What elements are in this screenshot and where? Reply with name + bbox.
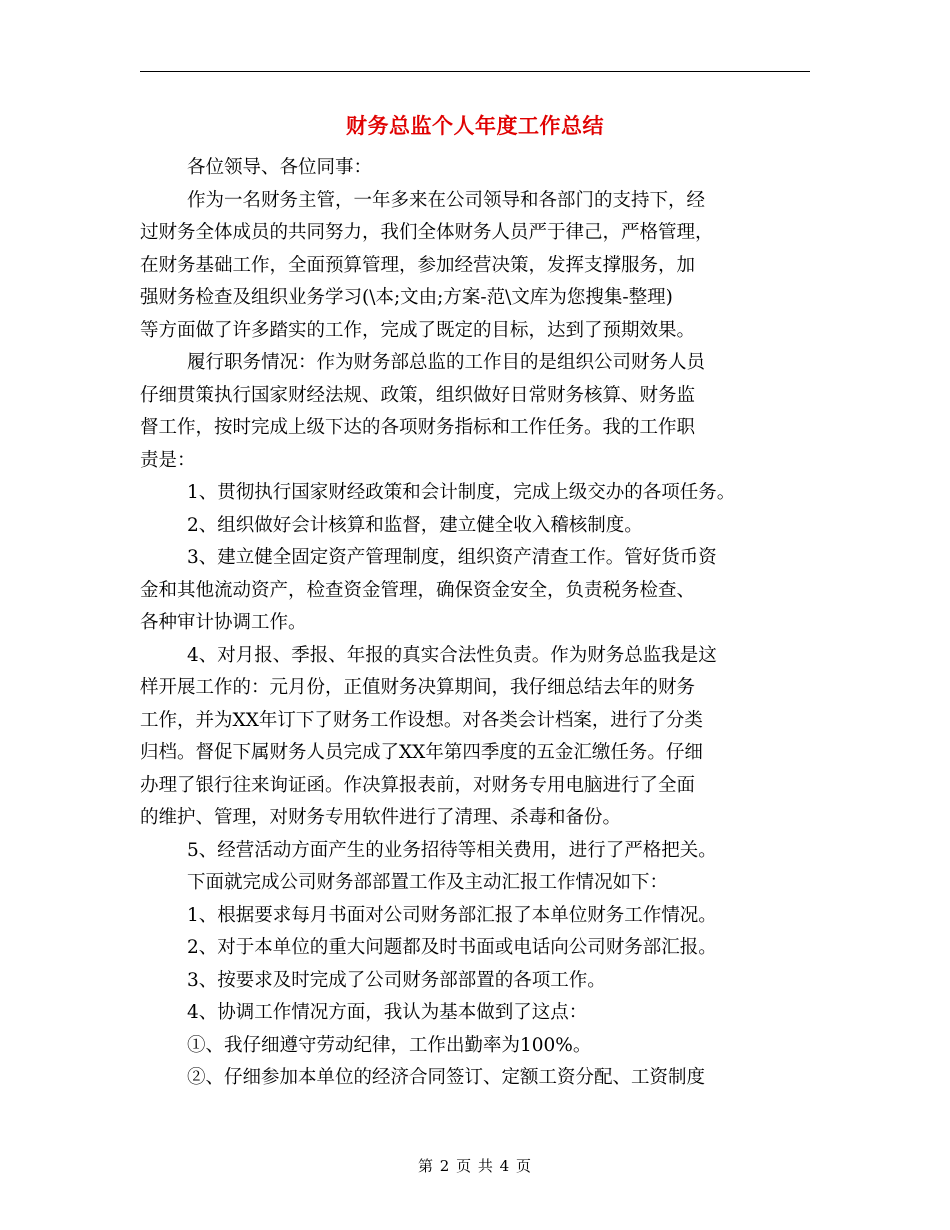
list-item-line: 5、经营活动方面产生的业务招待等相关费用，进行了严格把关。 xyxy=(187,839,717,861)
header-rule xyxy=(140,71,810,72)
paragraph-line: 履行职务情况：作为财务部总监的工作目的是组织公司财务人员 xyxy=(187,352,706,373)
paragraph-line: 责是： xyxy=(140,449,196,471)
paragraph-line: 归档。督促下属财务人员完成了XX年第四季度的五金汇缴任务。仔细 xyxy=(140,742,703,763)
paragraph-line: 强财务检查及组织业务学习(\本;文由;方案-范\文库为您搜集-整理) xyxy=(140,287,673,308)
list-item-line: 3、建立健全固定资产管理制度，组织资产清查工作。管好货币资 xyxy=(187,547,717,568)
paragraph-line: 工作，并为XX年订下了财务工作设想。对各类会计档案，进行了分类 xyxy=(140,709,703,731)
paragraph-line: 督工作，按时完成上级下达的各项财务指标和工作任务。我的工作职 xyxy=(140,417,696,438)
page-number: 第 2 页 共 4 页 xyxy=(418,1157,532,1175)
paragraph-line: 金和其他流动资产，检查资金管理，确保资金安全，负责税务检查、 xyxy=(140,579,696,601)
paragraph-line: 下面就完成公司财务部部置工作及主动汇报工作情况如下： xyxy=(187,872,669,893)
list-item-line: 3、按要求及时完成了公司财务部部置的各项工作。 xyxy=(187,969,606,991)
paragraph-line: 等方面做了许多踏实的工作，完成了既定的目标，达到了预期效果。 xyxy=(140,319,696,341)
paragraph-line: 各种审计协调工作。 xyxy=(140,612,307,633)
paragraph-line: 样开展工作的：元月份，正值财务决算期间，我仔细总结去年的财务 xyxy=(140,677,696,698)
list-item-line: 4、协调工作情况方面，我认为基本做到了这点： xyxy=(187,1002,588,1023)
paragraph-line: 作为一名财务主管，一年多来在公司领导和各部门的支持下，经 xyxy=(187,189,706,211)
list-item-line: 1、贯彻执行国家财经政策和会计制度，完成上级交办的各项任务。 xyxy=(187,482,736,503)
paragraph-line: 在财务基础工作，全面预算管理，参加经营决策，发挥支撑服务，加 xyxy=(140,254,696,276)
paragraph-line: 办理了银行往来询证函。作决算报表前，对财务专用电脑进行了全面 xyxy=(140,774,696,796)
list-item-line: ②、仔细参加本单位的经济合同签订、定额工资分配、工资制度 xyxy=(187,1067,706,1088)
paragraph-line: 各位领导、各位同事： xyxy=(187,157,373,178)
list-item-line: 1、根据要求每月书面对公司财务部汇报了本单位财务工作情况。 xyxy=(187,904,717,926)
paragraph-line: 的维护、管理，对财务专用软件进行了清理、杀毒和备份。 xyxy=(140,807,622,828)
list-item-line: ①、我仔细遵守劳动纪律，工作出勤率为100%。 xyxy=(187,1034,592,1056)
document-body xyxy=(140,152,820,1095)
document-title: 财务总监个人年度工作总结 xyxy=(346,113,604,138)
paragraph-line: 仔细贯策执行国家财经法规、政策，组织做好日常财务核算、财务监 xyxy=(140,384,696,406)
list-item-line: 4、对月报、季报、年报的真实合法性负责。作为财务总监我是这 xyxy=(187,644,717,666)
list-item-line: 2、对于本单位的重大问题都及时书面或电话向公司财务部汇报。 xyxy=(187,937,717,958)
paragraph-line: 过财务全体成员的共同努力，我们全体财务人员严于律己，严格管理， xyxy=(140,222,714,243)
list-item-line: 2、组织做好会计核算和监督，建立健全收入稽核制度。 xyxy=(187,514,643,536)
